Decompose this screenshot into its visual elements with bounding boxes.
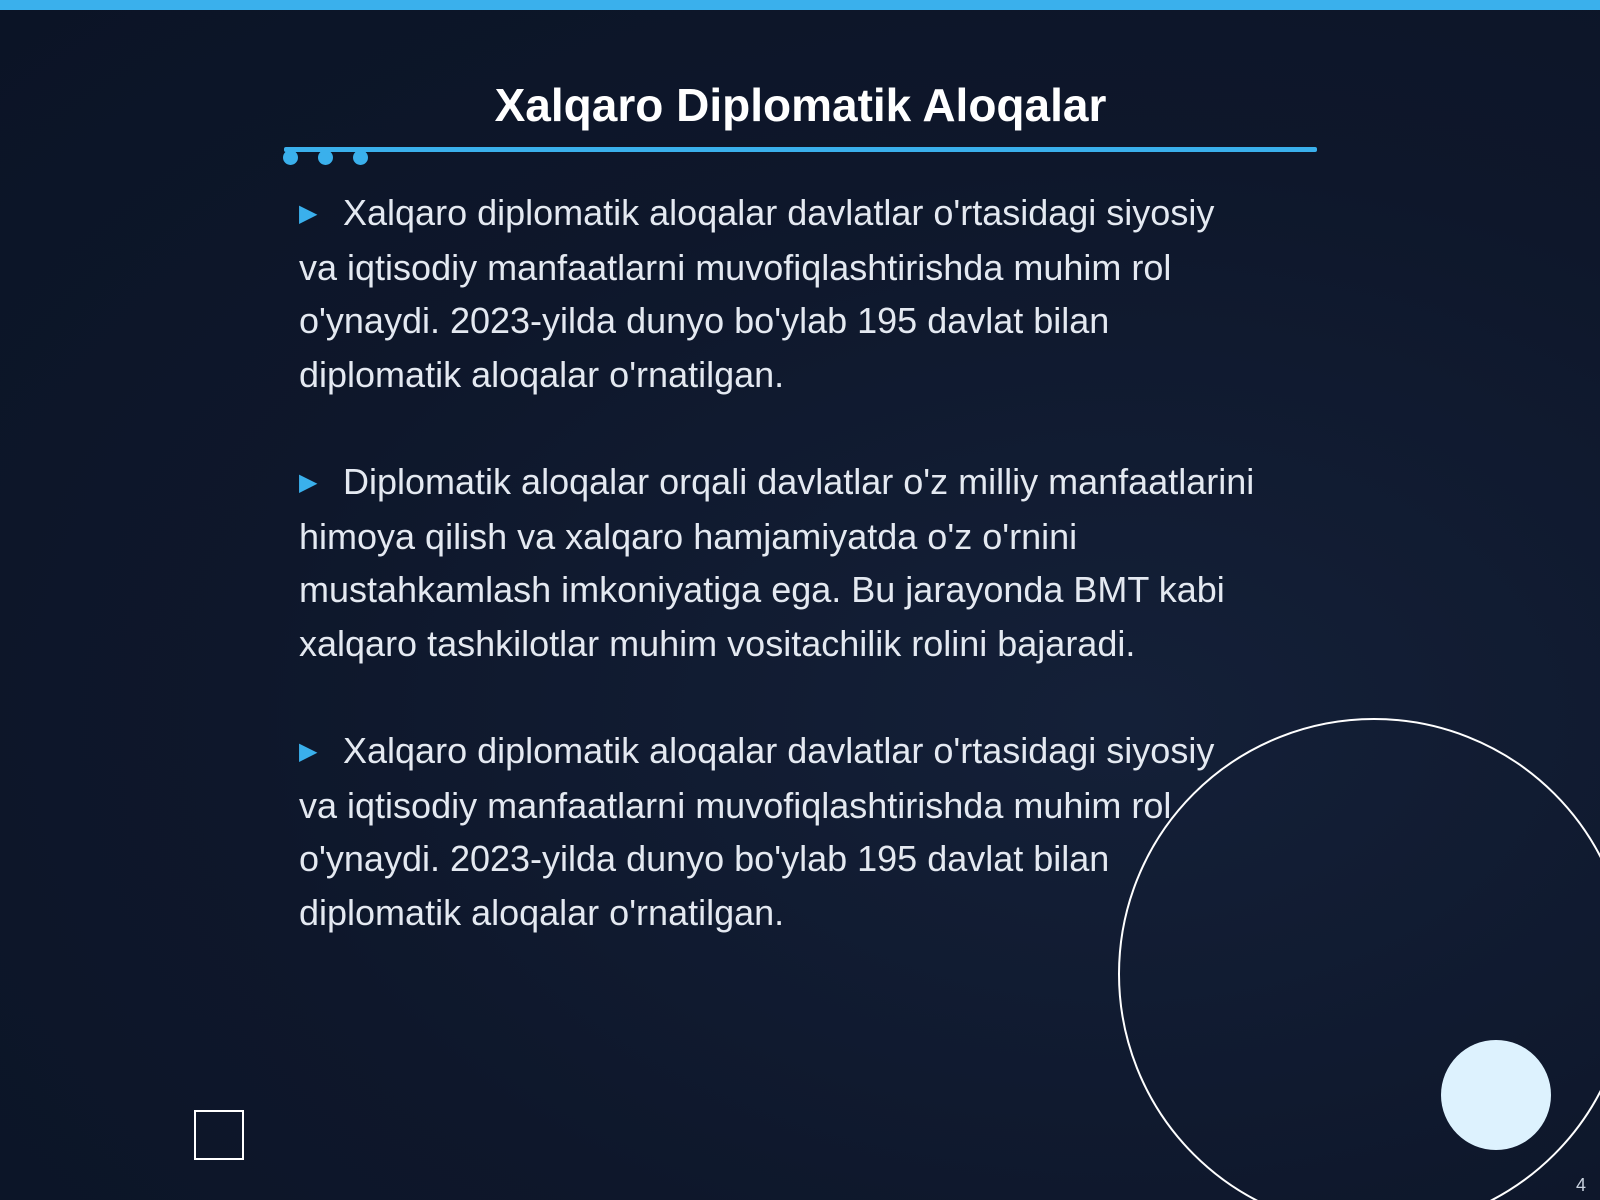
paragraph-text: Diplomatik aloqalar orqali davlatlar o'z milliy manfaatlarini himoya qilish va xalqaro hamjamiyatda o'z o'rnini mustahkamlash imkoniyatiga ega. Bu jarayonda BMT kabi xalqaro tashkilotlar muhim vositachilik rolini bajaradi.	[299, 461, 1255, 664]
decorative-square-outline	[194, 1110, 244, 1160]
underline-dot	[283, 150, 298, 165]
bullet-paragraph	[299, 186, 1259, 401]
bullet-arrow-icon: ▶	[299, 469, 318, 496]
underline-dot	[318, 150, 333, 165]
underline-dot	[353, 150, 368, 165]
top-accent-bar	[0, 0, 1600, 10]
decorative-circle-filled	[1441, 1040, 1551, 1150]
bullet-paragraph	[299, 724, 1259, 939]
paragraph-text: Xalqaro diplomatik aloqalar davlatlar o'rtasidagi siyosiy va iqtisodiy manfaatlarni muvofiqlashtirishda muhim rol o'ynaydi. 2023-yilda dunyo bo'ylab 195 davlat bilan diplomatik aloqalar o'rnatilgan.	[299, 192, 1215, 395]
bullet-list	[299, 186, 1259, 993]
slide-title: Xalqaro Diplomatik Aloqalar	[494, 79, 1107, 131]
bullet-arrow-icon: ▶	[299, 738, 318, 765]
paragraph-text: Xalqaro diplomatik aloqalar davlatlar o'rtasidagi siyosiy va iqtisodiy manfaatlarni muvofiqlashtirishda muhim rol o'ynaydi. 2023-yilda dunyo bo'ylab 195 davlat bilan diplomatik aloqalar o'rnatilgan.	[299, 730, 1215, 933]
title-underline	[284, 147, 1317, 152]
bullet-paragraph	[299, 455, 1259, 670]
page-number: 4	[1575, 1175, 1586, 1195]
bullet-arrow-icon: ▶	[299, 200, 318, 227]
